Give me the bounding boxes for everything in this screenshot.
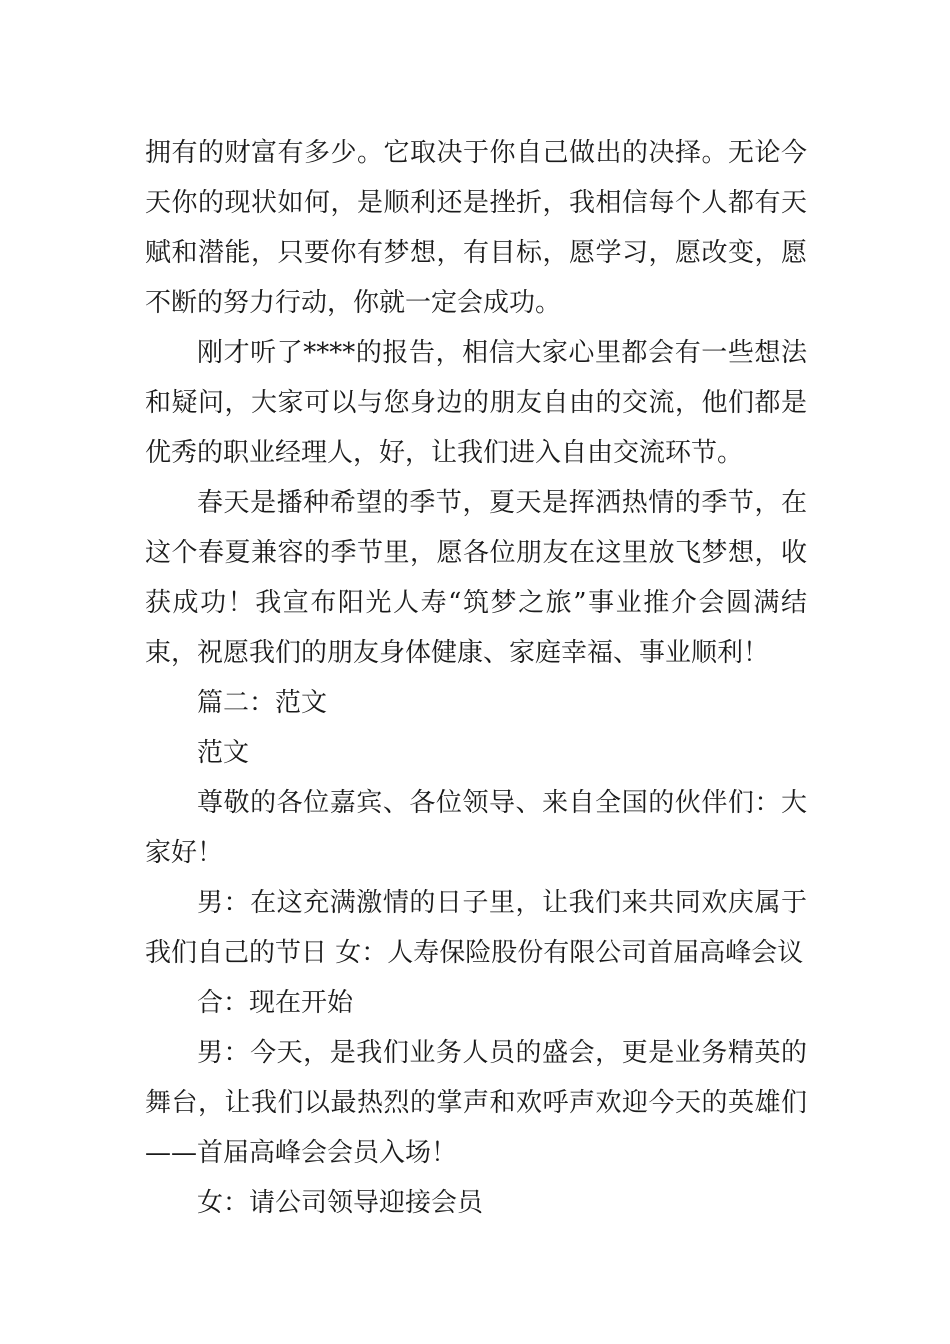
text-line: 范文 bbox=[197, 738, 250, 768]
text-line: 刚才听了****的报告，相信大家心里都会有一些想法 bbox=[197, 338, 807, 368]
document-body bbox=[145, 128, 807, 1228]
text-line: 家好！ bbox=[145, 838, 224, 868]
text-line: 篇二：范文 bbox=[197, 688, 328, 718]
text-line: ——首届高峰会会员入场！ bbox=[145, 1138, 458, 1168]
text-line: 女：请公司领导迎接会员 bbox=[197, 1188, 484, 1218]
text-line: 拥有的财富有多少。它取决于你自己做出的决择。无论今 bbox=[145, 138, 807, 168]
text-line: 不断的努力行动，你就一定会成功。 bbox=[145, 288, 562, 318]
text-line: 春天是播种希望的季节，夏天是挥洒热情的季节，在 bbox=[197, 488, 807, 518]
text-line: 天你的现状如何，是顺利还是挫折，我相信每个人都有天 bbox=[145, 188, 807, 218]
text-line: 这个春夏兼容的季节里，愿各位朋友在这里放飞梦想，收 bbox=[145, 538, 807, 568]
text-line: 优秀的职业经理人，好，让我们进入自由交流环节。 bbox=[145, 438, 744, 468]
text-line: 束，祝愿我们的朋友身体健康、家庭幸福、事业顺利！ bbox=[145, 638, 770, 668]
text-line: 和疑问，大家可以与您身边的朋友自由的交流，他们都是 bbox=[145, 388, 807, 418]
text-line: 男：在这充满激情的日子里，让我们来共同欢庆属于 bbox=[197, 888, 807, 918]
text-line: 合：现在开始 bbox=[197, 988, 354, 1018]
text-line: 赋和潜能，只要你有梦想，有目标，愿学习，愿改变，愿 bbox=[145, 238, 807, 268]
text-line: 男：今天，是我们业务人员的盛会，更是业务精英的 bbox=[197, 1038, 807, 1068]
text-line: 我们自己的节日 女：人寿保险股份有限公司首届高峰会议 bbox=[145, 938, 804, 968]
text-line: 获成功！我宣布阳光人寿“筑梦之旅”事业推介会圆满结 bbox=[145, 588, 807, 618]
text-line: 舞台，让我们以最热烈的掌声和欢呼声欢迎今天的英雄们 bbox=[145, 1088, 807, 1118]
text-line: 尊敬的各位嘉宾、各位领导、来自全国的伙伴们：大 bbox=[197, 788, 807, 818]
